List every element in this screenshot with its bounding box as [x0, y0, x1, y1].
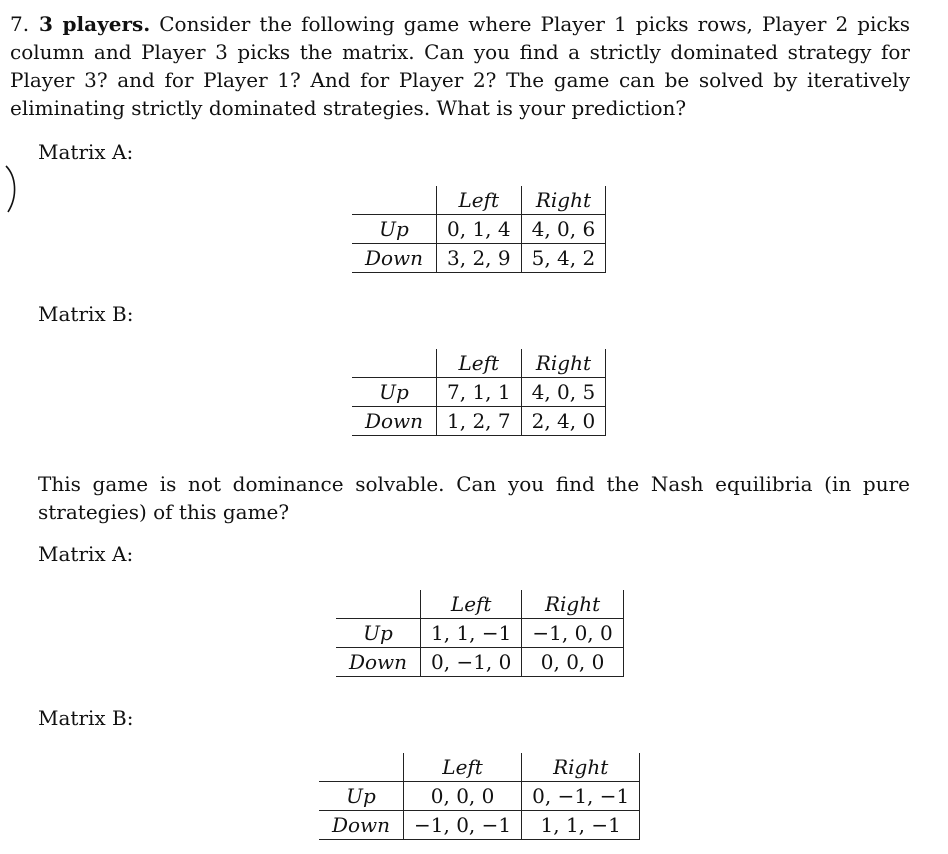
payoff-cell: 0, 0, 0: [404, 782, 522, 811]
part1-matrix-a-label: Matrix A:: [38, 140, 134, 164]
part2-matrix-b-label: Matrix B:: [38, 706, 134, 730]
payoff-cell: 7, 1, 1: [437, 378, 522, 407]
row-header-down: Down: [352, 244, 437, 273]
payoff-cell: 5, 4, 2: [521, 244, 606, 273]
row-header-down: Down: [352, 407, 437, 436]
payoff-cell: 0, 1, 4: [437, 215, 522, 244]
column-header-left: Left: [404, 753, 522, 782]
part2-matrix-a-table: [336, 590, 624, 677]
problem-statement: [10, 10, 910, 122]
table-row: [352, 244, 606, 273]
part2-question: This game is not dominance solvable. Can you find the Nash equilibria (in pure strategies) of this game?: [38, 472, 910, 524]
payoff-cell: 0, −1, 0: [421, 648, 522, 677]
row-header-up: Up: [352, 378, 437, 407]
row-header-up: Up: [319, 782, 404, 811]
column-header-right: Right: [522, 753, 640, 782]
payoff-cell: 4, 0, 5: [521, 378, 606, 407]
problem-title: 3 players.: [39, 12, 151, 36]
table-row: [319, 782, 640, 811]
payoff-cell: 0, −1, −1: [522, 782, 640, 811]
part1-matrix-a-table: [352, 186, 606, 273]
table-row: [336, 648, 623, 677]
table-row: [352, 215, 606, 244]
payoff-cell: 3, 2, 9: [437, 244, 522, 273]
column-header-left: Left: [421, 590, 522, 619]
column-header-right: Right: [522, 590, 623, 619]
table-row: [319, 811, 640, 840]
payoff-cell: 1, 1, −1: [522, 811, 640, 840]
row-header-down: Down: [319, 811, 404, 840]
column-header-right: Right: [521, 349, 606, 378]
payoff-cell: 2, 4, 0: [521, 407, 606, 436]
row-header-down: Down: [336, 648, 421, 677]
payoff-cell: −1, 0, −1: [404, 811, 522, 840]
row-header-up: Up: [352, 215, 437, 244]
handwritten-bracket-mark: [0, 162, 24, 218]
problem-intro: Consider the following game where Player 1 picks rows, Player 2 picks column and Player 3 picks the matrix. Can you find a strictly dominated strategy for Player 3? and for Player 1? And for Player 2? The game can be solved by iteratively eliminating strictly dominated strategies. What is your prediction?: [10, 12, 911, 120]
column-header-right: Right: [521, 186, 606, 215]
part2-matrix-b-table: [319, 753, 640, 840]
payoff-cell: −1, 0, 0: [522, 619, 623, 648]
problem-number: 7.: [10, 12, 30, 36]
table-row: [352, 407, 606, 436]
part1-matrix-b-table: [352, 349, 606, 436]
part2-matrix-a-label: Matrix A:: [38, 542, 134, 566]
column-header-left: Left: [437, 349, 522, 378]
payoff-cell: 1, 1, −1: [421, 619, 522, 648]
payoff-cell: 4, 0, 6: [521, 215, 606, 244]
table-row: [352, 378, 606, 407]
part1-matrix-b-label: Matrix B:: [38, 302, 134, 326]
payoff-cell: 1, 2, 7: [437, 407, 522, 436]
row-header-up: Up: [336, 619, 421, 648]
payoff-cell: 0, 0, 0: [522, 648, 623, 677]
table-row: [336, 619, 623, 648]
column-header-left: Left: [437, 186, 522, 215]
